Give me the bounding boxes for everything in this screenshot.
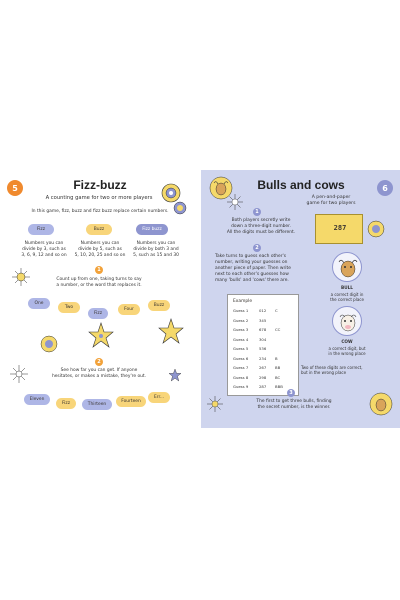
step-1-badge-right: 1 — [253, 208, 261, 216]
bull-label: BULL — [341, 285, 353, 290]
bubble-fizz-2: Fizz — [56, 398, 76, 409]
guess-label: Guess 2 — [233, 317, 249, 323]
buzz-pill: Buzz — [86, 224, 112, 235]
left-page — [0, 170, 198, 428]
guess-result: CC — [275, 327, 281, 332]
guess-row — [233, 356, 297, 366]
cow-icon — [333, 307, 363, 337]
page-number-left: 5 — [7, 180, 23, 196]
guess-row — [233, 318, 297, 328]
step-3-badge-right: 3 — [287, 389, 295, 397]
bubble-eleven: Eleven — [24, 394, 50, 405]
guess-label: Guess 6 — [233, 355, 249, 361]
star-icon — [88, 322, 114, 348]
secret-number-card — [315, 214, 363, 244]
step-2-badge-right: 2 — [253, 244, 261, 252]
fizz-buzz-intro: In this game, fizz, buzz and fizz buzz replace certain numbers. — [31, 209, 169, 214]
guess-row — [233, 337, 297, 347]
bull-description: a correct digit in the correct place — [330, 292, 364, 302]
guess-row — [233, 375, 297, 385]
guess-row — [233, 308, 297, 318]
secret-number: 287 — [333, 224, 347, 232]
book-spread — [0, 170, 400, 428]
guess-label: Guess 7 — [233, 365, 249, 370]
guess-value: 345 — [259, 317, 267, 323]
bull-icon — [333, 253, 363, 283]
cow-description: a correct digit, but in the wrong place — [328, 346, 366, 356]
swirl-circle-icon — [40, 335, 58, 353]
guess-label: Guess 1 — [233, 308, 249, 313]
cow-portrait — [332, 306, 362, 336]
guess-value: 678 — [259, 327, 267, 332]
bc-step-3-text: The first to get three bulls, finding the secret number, is the winner. — [256, 399, 332, 410]
fizz-rule-text: Numbers you can divide by 3, such as 3, 6, 9, 12 and so on — [21, 241, 67, 258]
sun-burst-icon — [207, 396, 223, 412]
step-2-text: See how far you can get. If anyone hesitates, or makes a mistake, they're out. — [51, 368, 147, 379]
guess-result: BC — [275, 374, 281, 380]
guess-row — [233, 327, 297, 337]
cow-label: COW — [341, 339, 353, 344]
guess-value: 536 — [259, 346, 267, 351]
guess-label: Guess 3 — [233, 327, 249, 332]
example-guess-sheet — [227, 294, 299, 396]
bubble-four: Four — [118, 304, 140, 315]
guess-label: Guess 4 — [233, 336, 249, 342]
guess-result: BBB — [275, 384, 283, 389]
example-note: Two of these digits are correct, but in the wrong place — [301, 365, 363, 375]
swirl-circle-icon — [367, 220, 385, 238]
bull-portrait — [332, 252, 362, 282]
guess-value: 234 — [259, 355, 267, 361]
bubble-two: Two — [58, 302, 80, 313]
fizz-pill: Fizz — [28, 224, 54, 235]
guess-row — [233, 365, 297, 375]
bubble-fizz: Fizz — [88, 308, 108, 319]
page-title-fizz-buzz: Fizz-buzz — [73, 178, 127, 192]
guess-value: 012 — [259, 308, 267, 313]
guess-row — [233, 346, 297, 356]
guess-value: 304 — [259, 336, 267, 342]
bubble-fourteen: Fourteen — [116, 396, 146, 407]
bubble-buzz: Buzz — [148, 300, 170, 311]
fizzbuzz-rule-text: Numbers you can divide by both 3 and 5, such as 15 and 30 — [133, 241, 179, 258]
bubble-err: Err... — [148, 392, 170, 403]
bubble-thirteen: Thirteen — [82, 399, 112, 410]
sun-burst-icon — [227, 194, 243, 210]
guess-label: Guess 5 — [233, 346, 249, 351]
fizz-buzz-subtitle: A counting game for two or more players — [45, 195, 153, 201]
guess-label: Guess 9 — [233, 384, 249, 389]
page-title-bulls-and-cows: Bulls and cows — [257, 178, 345, 192]
guess-list — [233, 308, 297, 394]
fizzbuzz-pill: Fizz buzz — [136, 224, 168, 235]
bull-head-icon — [369, 392, 393, 416]
step-1-text: Count up from one, taking turns to say a number, or the word that replaces it. — [56, 277, 142, 288]
bulls-cows-subtitle: A pen-and-paper game for two players — [306, 195, 356, 206]
guess-result: C — [275, 308, 278, 313]
guess-label: Guess 8 — [233, 374, 249, 380]
step-1-badge: 1 — [95, 266, 103, 274]
guess-value: 287 — [259, 384, 267, 389]
bc-step-2-text: Take turns to guess each other's number, writing your guesses on another piece of paper. Then write next to each other's guesses how many 'bulls' and 'cows' there are. — [215, 254, 291, 283]
right-page — [201, 170, 400, 428]
step-2-badge: 2 — [95, 358, 103, 366]
bc-step-1-text: Both players secretly write down a three-digit number. All the digits must be different. — [226, 218, 296, 235]
page-number-right: 6 — [377, 180, 393, 196]
guess-result: BB — [275, 365, 281, 370]
guess-result: B — [275, 355, 278, 361]
sun-burst-icon — [12, 268, 30, 286]
buzz-rule-text: Numbers you can divide by 5, such as 5, 10, 20, 25 and so on — [74, 241, 126, 258]
bubble-one: One — [28, 298, 50, 309]
guess-value: 298 — [259, 374, 267, 380]
guess-value: 267 — [259, 365, 267, 370]
example-label: Example — [233, 299, 253, 304]
star-icon — [158, 318, 184, 344]
